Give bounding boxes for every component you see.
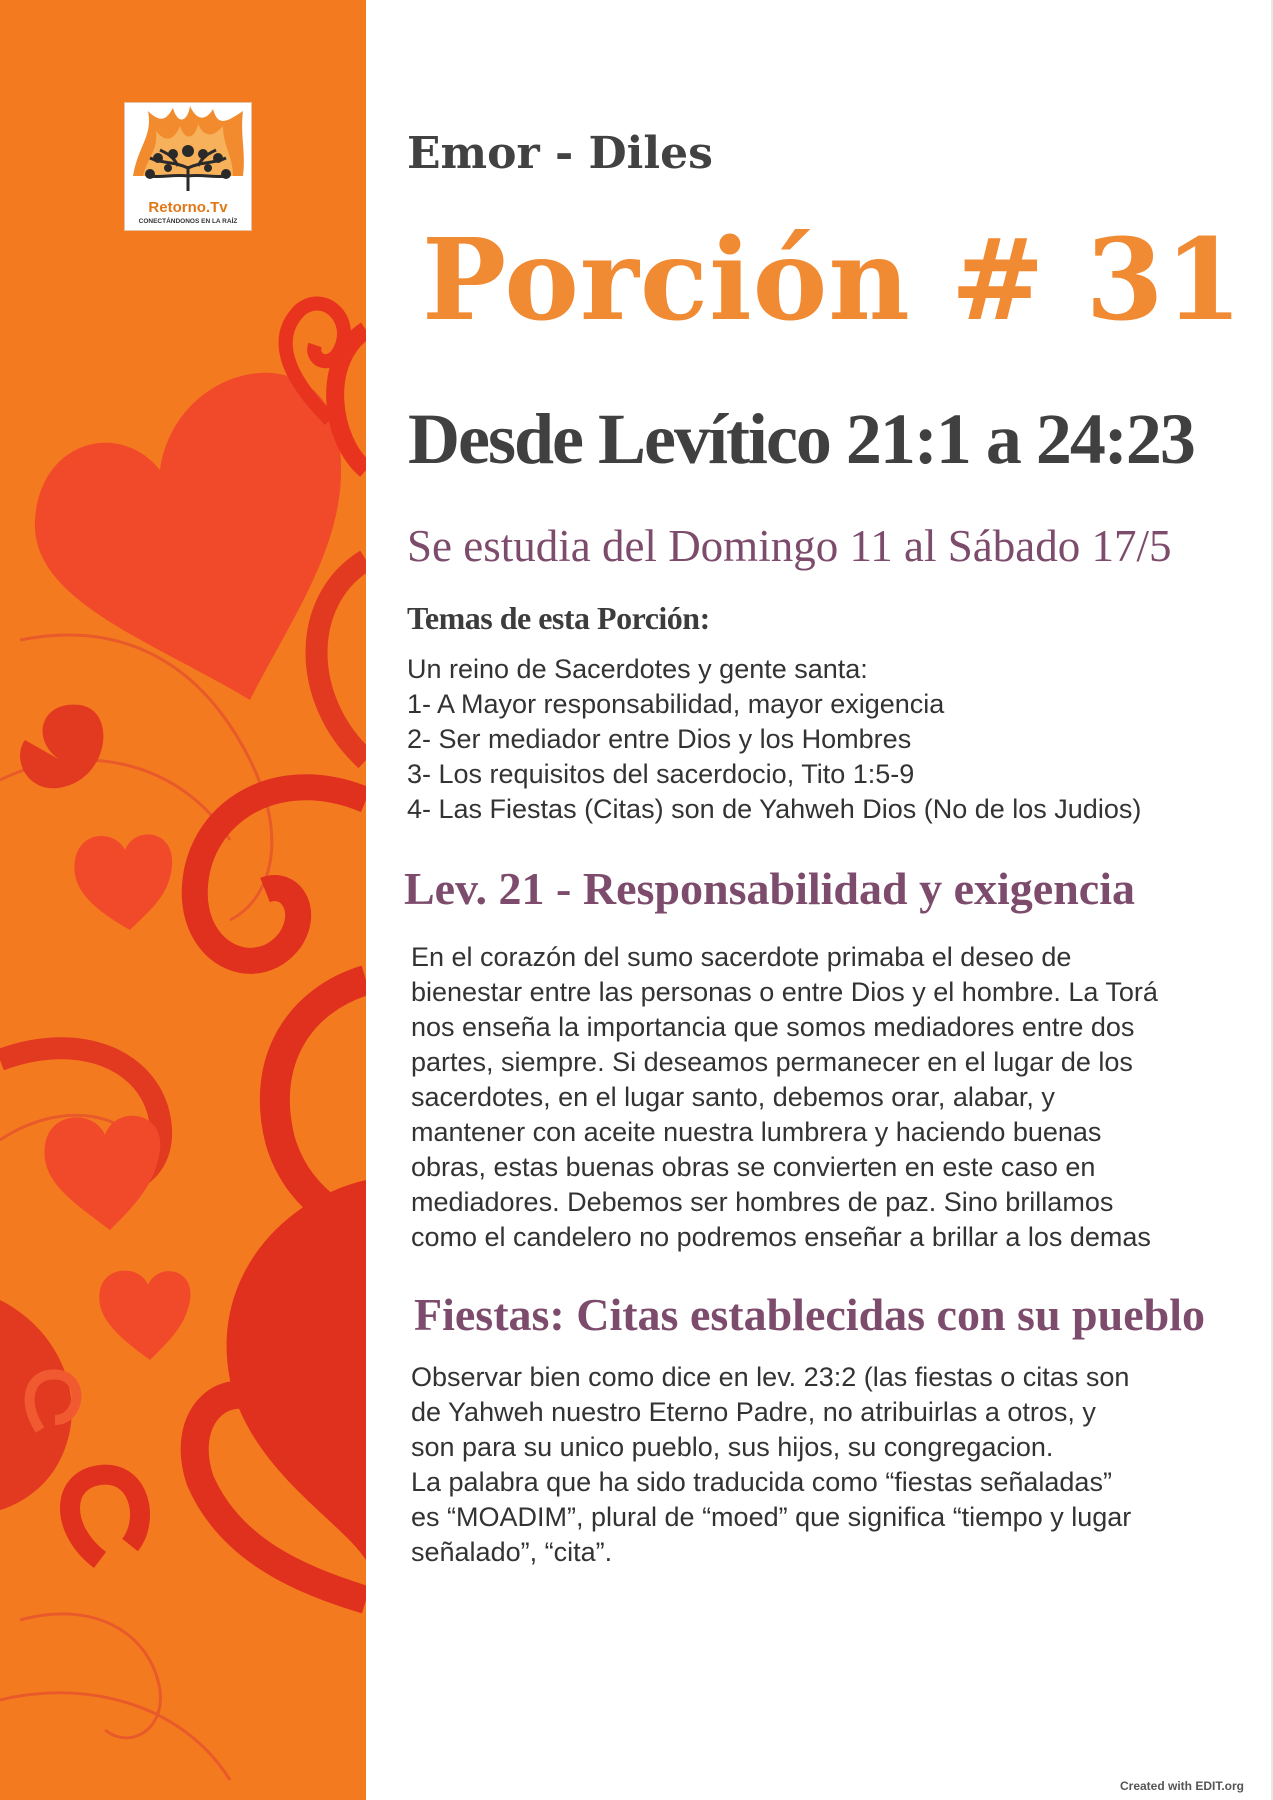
decorative-side-panel bbox=[0, 0, 366, 1800]
paragraph-line: obras, estas buenas obras se convierten en este caso en bbox=[411, 1152, 1096, 1182]
paragraph-line: es “MOADIM”, plural de “moed” que significa “tiempo y lugar bbox=[411, 1502, 1132, 1532]
hearts-swirls-illustration bbox=[0, 0, 366, 1800]
portion-kicker: Emor - Diles bbox=[407, 128, 713, 179]
footer-credit: Created with EDIT.org bbox=[1120, 1779, 1245, 1793]
topics-list bbox=[407, 652, 1237, 827]
scripture-range: Desde Levítico 21:1 a 24:23 bbox=[408, 399, 1194, 479]
topic-line: 4- Las Fiestas (Citas) son de Yahweh Dios (No de los Judios) bbox=[407, 794, 1142, 824]
section-heading-fiestas: Fiestas: Citas establecidas con su pueblo bbox=[414, 1289, 1205, 1340]
retorno-tv-logo bbox=[124, 102, 252, 231]
paragraph-line: bienestar entre las personas o entre Dios y el hombre. La Torá bbox=[411, 977, 1158, 1007]
paragraph-line: mantener con aceite nuestra lumbrera y haciendo buenas bbox=[411, 1117, 1102, 1147]
topic-line: 1- A Mayor responsabilidad, mayor exigencia bbox=[407, 689, 945, 719]
paragraph-line: nos enseña la importancia que somos mediadores entre dos bbox=[411, 1012, 1135, 1042]
section-heading-lev21: Lev. 21 - Responsabilidad y exigencia bbox=[404, 863, 1135, 914]
paragraph-line: señalado”, “cita”. bbox=[411, 1537, 613, 1567]
paragraph-line: En el corazón del sumo sacerdote primaba el deseo de bbox=[411, 942, 1072, 972]
paragraph-line: sacerdotes, en el lugar santo, debemos orar, alabar, y bbox=[411, 1082, 1055, 1112]
paragraph-line: Observar bien como dice en lev. 23:2 (las fiestas o citas son bbox=[411, 1362, 1130, 1392]
topic-line: 3- Los requisitos del sacerdocio, Tito 1:5-9 bbox=[407, 759, 915, 789]
paragraph-line: mediadores. Debemos ser hombres de paz. Sino brillamos bbox=[411, 1187, 1114, 1217]
section-body-lev21 bbox=[411, 940, 1256, 1255]
paragraph-line: La palabra que ha sido traducida como “fiestas señaladas” bbox=[411, 1467, 1112, 1497]
logo-name: Retorno.Tv bbox=[148, 199, 228, 216]
paragraph-line: de Yahweh nuestro Eterno Padre, no atribuirlas a otros, y bbox=[411, 1397, 1096, 1427]
logo-tagline: CONECTÁNDONOS EN LA RAÍZ bbox=[138, 218, 238, 225]
topic-line: 2- Ser mediador entre Dios y los Hombres bbox=[407, 724, 912, 754]
paragraph-line: son para su unico pueblo, sus hijos, su congregacion. bbox=[411, 1432, 1054, 1462]
study-dates: Se estudia del Domingo 11 al Sábado 17/5 bbox=[407, 521, 1172, 571]
paragraph-line: partes, siempre. Si deseamos permanecer en el lugar de los bbox=[411, 1047, 1133, 1077]
paragraph-line: como el candelero no podremos enseñar a brillar a los demas bbox=[411, 1222, 1151, 1252]
topic-line: Un reino de Sacerdotes y gente santa: bbox=[407, 654, 868, 684]
burning-bush-icon bbox=[128, 106, 248, 198]
portion-title: Porción # 31 bbox=[422, 215, 1244, 346]
section-body-fiestas bbox=[411, 1360, 1256, 1570]
topics-heading: Temas de esta Porción: bbox=[407, 600, 710, 636]
